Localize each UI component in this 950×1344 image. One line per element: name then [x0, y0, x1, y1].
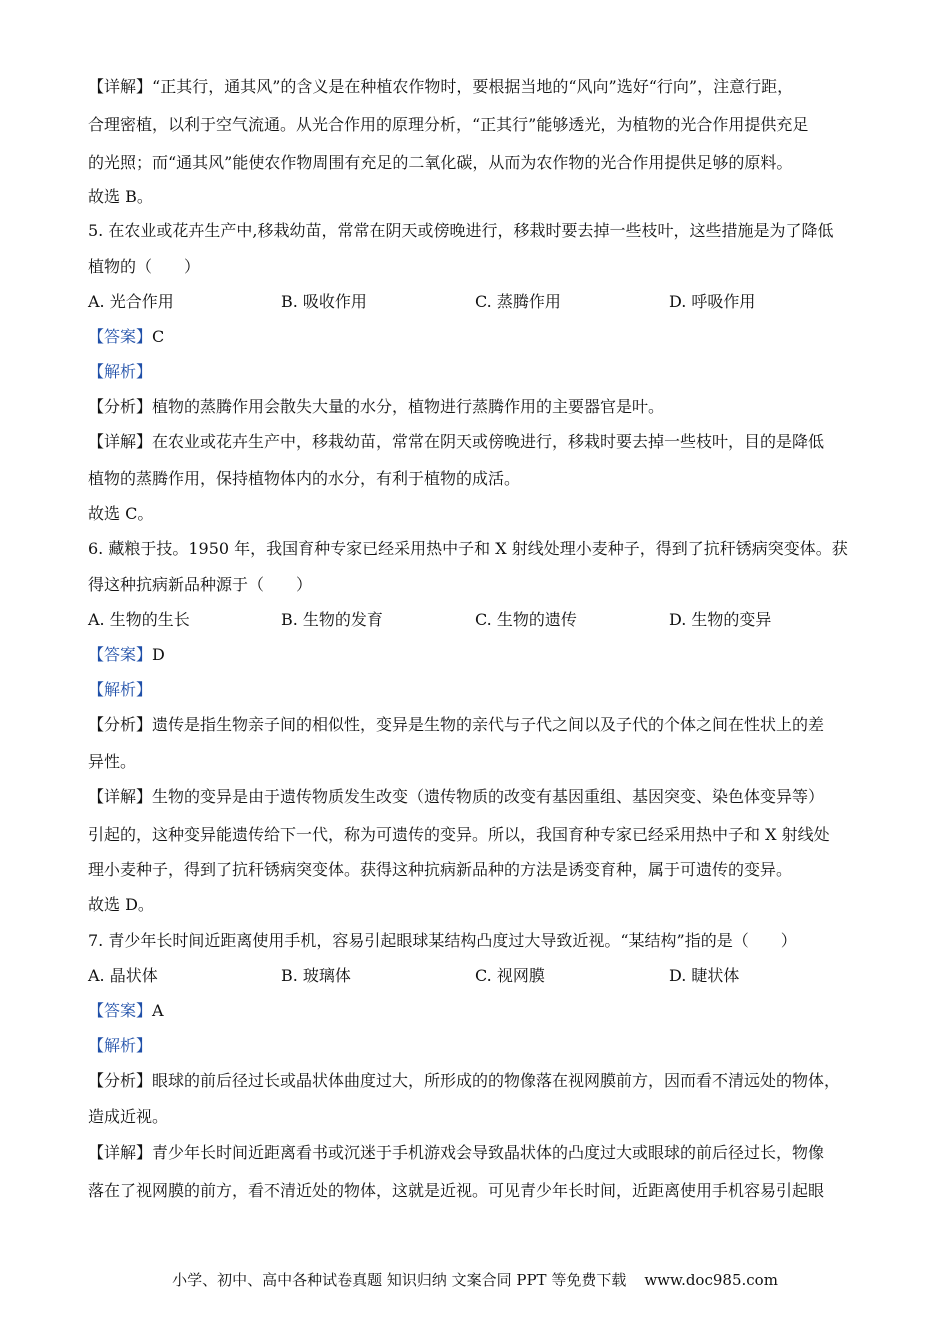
analysis-label: 【解析】 [88, 680, 153, 699]
page-footer [0, 1270, 950, 1290]
answer-value: A [152, 1001, 164, 1020]
answer-value: D [152, 645, 165, 664]
q7-option-c: C. 视网膜 [475, 966, 545, 985]
q4-detail-line-3: 的光照；而“通其风”能使农作物周围有充足的二氧化碳，从而为农作物的光合作用提供足够的原料。 [88, 153, 793, 172]
q6-conclusion: 故选 D。 [88, 895, 154, 914]
answer-label: 【答案】 [88, 327, 153, 346]
q7-option-a: A. 晶状体 [88, 966, 158, 985]
q4-detail-line-2: 合理密植，以利于空气流通。从光合作用的原理分析，“正其行”能够透光，为植物的光合作用提供充足 [88, 115, 809, 134]
detail-label: 【详解】 [88, 77, 153, 96]
q7-answer [88, 1001, 878, 1021]
analysis-label: 【解析】 [88, 362, 153, 381]
q5-option-d: D. 呼吸作用 [669, 292, 756, 311]
q5-option-c: C. 蒸腾作用 [475, 292, 561, 311]
answer-value: C [152, 327, 165, 346]
q5-detail-line-2: 植物的蒸腾作用，保持植物体内的水分，有利于植物的成活。 [88, 469, 521, 488]
q6-stem-line-1: 6. 藏粮于技。1950 年，我国育种专家已经采用热中子和 X 射线处理小麦种子，得到了抗秆锈病突变体。获 [88, 539, 848, 558]
q4-conclusion: 故选 B。 [88, 187, 153, 206]
answer-label: 【答案】 [88, 645, 153, 664]
answer-label: 【答案】 [88, 1001, 153, 1020]
q6-answer [88, 645, 878, 665]
q5-stem-line-1: 5. 在农业或花卉生产中,移栽幼苗，常常在阴天或傍晚进行，移栽时要去掉一些枝叶，这些措施是为了降低 [88, 221, 834, 240]
q5-answer [88, 327, 878, 347]
q5-conclusion: 故选 C。 [88, 504, 154, 523]
q6-detail-line-1: 【详解】生物的变异是由于遗传物质发生改变（遗传物质的改变有基因重组、基因突变、染色体变异等） [88, 787, 825, 806]
q6-option-c: C. 生物的遗传 [475, 610, 577, 629]
q6-option-b: B. 生物的发育 [281, 610, 383, 629]
q6-analysis-line-1: 【分析】遗传是指生物亲子间的相似性，变异是生物的亲代与子代之间以及子代的个体之间在性状上的差 [88, 715, 825, 734]
q4-detail-line-1: 【详解】“正其行，通其风”的含义是在种植农作物时，要根据当地的“风向”选好“行向”，注意行距， [88, 77, 794, 96]
q7-analysis-line-2: 造成近视。 [88, 1107, 169, 1126]
q5-detail-line-1: 【详解】在农业或花卉生产中，移栽幼苗，常常在阴天或傍晚进行，移栽时要去掉一些枝叶，目的是降低 [88, 432, 825, 451]
q6-analysis-heading [88, 680, 878, 700]
footer-site-link[interactable]: www.doc985.com [644, 1271, 778, 1289]
q5-option-b: B. 吸收作用 [281, 292, 367, 311]
q7-option-b: B. 玻璃体 [281, 966, 351, 985]
q6-detail-line-2: 引起的，这种变异能遗传给下一代，称为可遗传的变异。所以，我国育种专家已经采用热中子和 X 射线处 [88, 825, 830, 844]
q7-stem-line-1: 7. 青少年长时间近距离使用手机，容易引起眼球某结构凸度过大导致近视。“某结构”指的是（ ） [88, 931, 797, 950]
q7-detail-line-1: 【详解】青少年长时间近距离看书或沉迷于手机游戏会导致晶状体的凸度过大或眼球的前后径过长，物像 [88, 1143, 825, 1162]
q6-analysis-line-2: 异性。 [88, 752, 137, 771]
footer-text: 小学、初中、高中各种试卷真题 知识归纳 文案合同 PPT 等免费下载 [172, 1271, 627, 1289]
analysis-label: 【解析】 [88, 1036, 153, 1055]
q5-analysis: 【分析】植物的蒸腾作用会散失大量的水分，植物进行蒸腾作用的主要器官是叶。 [88, 397, 665, 416]
q6-stem-line-2: 得这种抗病新品种源于（ ） [88, 575, 313, 594]
q5-analysis-heading [88, 362, 878, 382]
q5-stem-line-2: 植物的（ ） [88, 257, 201, 276]
q7-analysis-line-1: 【分析】眼球的前后径过长或晶状体曲度过大，所形成的的物像落在视网膜前方，因而看不清远处的物体， [88, 1071, 841, 1090]
q5-option-a: A. 光合作用 [88, 292, 174, 311]
q6-detail-line-3: 理小麦种子，得到了抗秆锈病突变体。获得这种抗病新品种的方法是诱变育种，属于可遗传的变异。 [88, 860, 793, 879]
q6-option-a: A. 生物的生长 [88, 610, 190, 629]
q7-analysis-heading [88, 1036, 878, 1056]
q6-option-d: D. 生物的变异 [669, 610, 772, 629]
q7-detail-line-2: 落在了视网膜的前方，看不清近处的物体，这就是近视。可见青少年长时间，近距离使用手机容易引起眼 [88, 1181, 825, 1200]
q7-option-d: D. 睫状体 [669, 966, 740, 985]
